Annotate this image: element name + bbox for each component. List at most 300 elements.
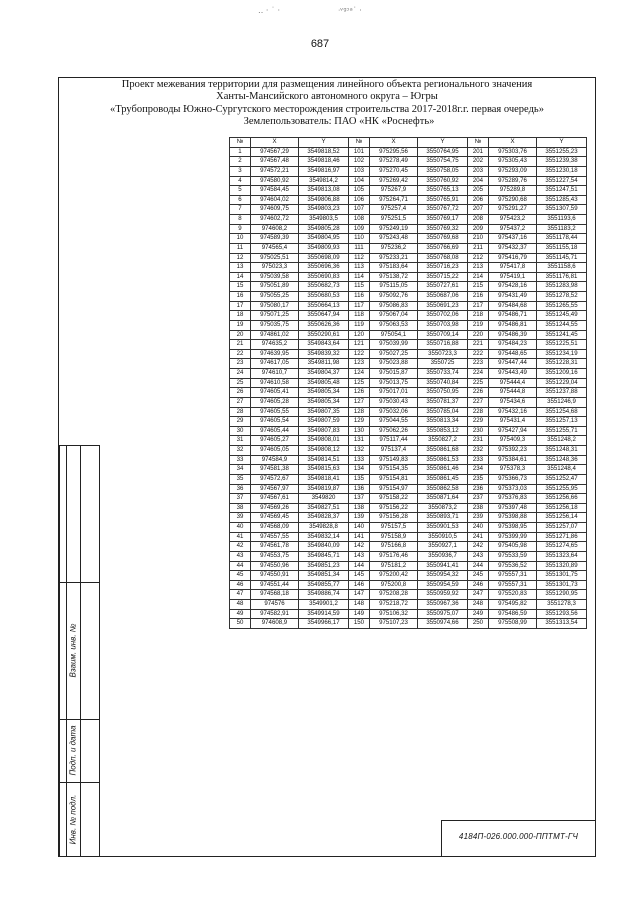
x-coordinate-cell: 975117,44 <box>370 436 418 446</box>
x-coordinate-cell: 975366,73 <box>489 474 537 484</box>
x-coordinate-cell: 975257,4 <box>370 205 418 215</box>
y-coordinate-cell: 3550767,72 <box>418 205 468 215</box>
y-coordinate-cell: 3551193,6 <box>537 215 587 225</box>
point-number-cell: 241 <box>468 532 489 542</box>
point-number-cell: 32 <box>230 446 251 456</box>
x-coordinate-cell: 974569,45 <box>251 513 299 523</box>
x-coordinate-cell: 975486,59 <box>489 609 537 619</box>
x-coordinate-cell: 974617,05 <box>251 359 299 369</box>
title-line-object: «Трубопроводы Южно-Сургутского месторождения строительства 2017-2018г.г. первая очередь» <box>110 103 544 115</box>
point-number-cell: 127 <box>349 397 370 407</box>
y-coordinate-cell: 3549832,14 <box>299 532 349 542</box>
x-coordinate-cell: 975013,75 <box>370 378 418 388</box>
table-row <box>230 320 587 330</box>
y-coordinate-cell: 3549840,09 <box>299 542 349 552</box>
y-coordinate-cell: 3551320,89 <box>537 561 587 571</box>
x-coordinate-cell: 975432,16 <box>489 407 537 417</box>
y-coordinate-cell: 3549816,97 <box>299 166 349 176</box>
x-coordinate-cell: 975431,49 <box>489 292 537 302</box>
point-number-cell: 108 <box>349 215 370 225</box>
x-coordinate-cell: 975392,23 <box>489 446 537 456</box>
side-stamp <box>58 445 100 856</box>
point-number-cell: 7 <box>230 205 251 215</box>
table-row <box>230 446 587 456</box>
point-number-cell: 229 <box>468 417 489 427</box>
y-coordinate-cell: 3549966,17 <box>299 619 349 629</box>
point-number-cell: 24 <box>230 369 251 379</box>
y-coordinate-cell: 3551248,36 <box>537 455 587 465</box>
y-coordinate-cell: 3549814,51 <box>299 455 349 465</box>
x-coordinate-cell: 975416,79 <box>489 253 537 263</box>
title-line-project: Проект межевания территории для размещения линейного объекта регионального значения <box>121 79 533 90</box>
x-coordinate-cell: 975035,75 <box>251 320 299 330</box>
y-coordinate-cell: 3549803,5 <box>299 215 349 225</box>
table-row <box>230 407 587 417</box>
y-coordinate-cell: 3550716,23 <box>418 263 468 273</box>
x-coordinate-cell: 975397,48 <box>489 503 537 513</box>
point-number-cell: 238 <box>468 503 489 513</box>
y-coordinate-cell: 3550827,2 <box>418 436 468 446</box>
x-coordinate-cell: 975176,46 <box>370 551 418 561</box>
table-row <box>230 263 587 273</box>
point-number-cell: 132 <box>349 446 370 456</box>
point-number-cell: 38 <box>230 503 251 513</box>
point-number-cell: 29 <box>230 417 251 427</box>
point-number-cell: 112 <box>349 253 370 263</box>
point-number-cell: 105 <box>349 186 370 196</box>
point-number-cell: 28 <box>230 407 251 417</box>
y-coordinate-cell: 3550927,1 <box>418 542 468 552</box>
y-coordinate-cell: 3549813,08 <box>299 186 349 196</box>
point-number-cell: 214 <box>468 272 489 282</box>
y-coordinate-cell: 3550941,41 <box>418 561 468 571</box>
x-coordinate-cell: 975305,43 <box>489 157 537 167</box>
point-number-cell: 104 <box>349 176 370 186</box>
point-number-cell: 146 <box>349 580 370 590</box>
x-coordinate-cell: 975156,22 <box>370 503 418 513</box>
point-number-cell: 120 <box>349 330 370 340</box>
point-number-cell: 221 <box>468 340 489 350</box>
x-coordinate-cell: 975270,45 <box>370 166 418 176</box>
x-coordinate-cell: 975092,76 <box>370 292 418 302</box>
table-row <box>230 397 587 407</box>
y-coordinate-cell: 3550703,98 <box>418 320 468 330</box>
point-number-cell: 116 <box>349 292 370 302</box>
point-number-cell: 213 <box>468 263 489 273</box>
point-number-cell: 131 <box>349 436 370 446</box>
point-number-cell: 223 <box>468 359 489 369</box>
table-row <box>230 330 587 340</box>
x-coordinate-cell: 975138,72 <box>370 272 418 282</box>
x-coordinate-cell: 975055,25 <box>251 292 299 302</box>
point-number-cell: 129 <box>349 417 370 427</box>
x-coordinate-cell: 974605,05 <box>251 446 299 456</box>
x-coordinate-cell: 975249,19 <box>370 224 418 234</box>
point-number-cell: 147 <box>349 590 370 600</box>
y-coordinate-cell: 3550861,46 <box>418 465 468 475</box>
x-coordinate-cell: 975520,83 <box>489 590 537 600</box>
point-number-cell: 6 <box>230 195 251 205</box>
y-coordinate-cell: 3549901,2 <box>299 600 349 610</box>
x-coordinate-cell: 975486,71 <box>489 311 537 321</box>
point-number-cell: 36 <box>230 484 251 494</box>
y-coordinate-cell: 3550893,71 <box>418 513 468 523</box>
y-coordinate-cell: 3549839,32 <box>299 349 349 359</box>
y-coordinate-cell: 3551252,47 <box>537 474 587 484</box>
y-coordinate-cell: 3550936,7 <box>418 551 468 561</box>
table-row <box>230 417 587 427</box>
x-coordinate-cell: 974572,21 <box>251 166 299 176</box>
point-number-cell: 240 <box>468 523 489 533</box>
table-row <box>230 378 587 388</box>
table-row <box>230 532 587 542</box>
point-number-cell: 102 <box>349 157 370 167</box>
y-coordinate-cell: 3551254,68 <box>537 407 587 417</box>
x-coordinate-cell: 975398,88 <box>489 513 537 523</box>
point-number-cell: 123 <box>349 359 370 369</box>
point-number-cell: 145 <box>349 571 370 581</box>
point-number-cell: 107 <box>349 205 370 215</box>
x-coordinate-cell: 975384,61 <box>489 455 537 465</box>
y-coordinate-cell: 3550750,95 <box>418 388 468 398</box>
point-number-cell: 220 <box>468 330 489 340</box>
x-coordinate-cell: 975295,56 <box>370 147 418 157</box>
point-number-cell: 228 <box>468 407 489 417</box>
point-number-cell: 124 <box>349 369 370 379</box>
point-number-cell: 35 <box>230 474 251 484</box>
x-coordinate-cell: 975437,2 <box>489 224 537 234</box>
table-row <box>230 215 587 225</box>
point-number-cell: 206 <box>468 195 489 205</box>
table-row <box>230 571 587 581</box>
x-coordinate-cell: 974584,9 <box>251 455 299 465</box>
point-number-cell: 237 <box>468 494 489 504</box>
x-coordinate-cell: 975289,8 <box>489 186 537 196</box>
point-number-cell: 9 <box>230 224 251 234</box>
x-coordinate-cell: 975533,59 <box>489 551 537 561</box>
y-coordinate-cell: 3550853,12 <box>418 426 468 436</box>
point-number-cell: 15 <box>230 282 251 292</box>
y-coordinate-cell: 3550698,09 <box>299 253 349 263</box>
point-number-cell: 111 <box>349 243 370 253</box>
y-coordinate-cell: 3551265,55 <box>537 301 587 311</box>
y-coordinate-cell: 3550785,04 <box>418 407 468 417</box>
y-coordinate-cell: 3549815,63 <box>299 465 349 475</box>
y-coordinate-cell: 3550740,84 <box>418 378 468 388</box>
point-number-cell: 222 <box>468 349 489 359</box>
x-coordinate-cell: 975278,49 <box>370 157 418 167</box>
y-coordinate-cell: 3549855,77 <box>299 580 349 590</box>
x-coordinate-cell: 974605,41 <box>251 388 299 398</box>
point-number-cell: 48 <box>230 600 251 610</box>
table-row <box>230 369 587 379</box>
point-number-cell: 19 <box>230 320 251 330</box>
y-coordinate-cell: 3550680,53 <box>299 292 349 302</box>
point-number-cell: 41 <box>230 532 251 542</box>
y-coordinate-cell: 3549808,01 <box>299 436 349 446</box>
x-coordinate-cell: 975154,81 <box>370 474 418 484</box>
point-number-cell: 101 <box>349 147 370 157</box>
x-coordinate-cell: 974567,61 <box>251 494 299 504</box>
y-coordinate-cell: 3549886,74 <box>299 590 349 600</box>
x-coordinate-cell: 974584,45 <box>251 186 299 196</box>
x-coordinate-cell: 975437,16 <box>489 234 537 244</box>
x-coordinate-cell: 975106,32 <box>370 609 418 619</box>
x-coordinate-cell: 974567,29 <box>251 147 299 157</box>
point-number-cell: 201 <box>468 147 489 157</box>
x-coordinate-cell: 975115,05 <box>370 282 418 292</box>
point-number-cell: 126 <box>349 388 370 398</box>
x-coordinate-cell: 975027,25 <box>370 349 418 359</box>
point-number-cell: 226 <box>468 388 489 398</box>
y-coordinate-cell: 3550647,94 <box>299 311 349 321</box>
point-number-cell: 4 <box>230 176 251 186</box>
x-coordinate-cell: 974589,39 <box>251 234 299 244</box>
table-row <box>230 388 587 398</box>
scan-artifact-mark: ᐧᵛᵍᵓᵃ˙ · <box>338 6 362 15</box>
point-number-cell: 21 <box>230 340 251 350</box>
point-number-cell: 134 <box>349 465 370 475</box>
point-number-cell: 122 <box>349 349 370 359</box>
y-coordinate-cell: 3549828,8 <box>299 523 349 533</box>
y-coordinate-cell: 3551248,4 <box>537 465 587 475</box>
point-number-cell: 30 <box>230 426 251 436</box>
y-coordinate-cell: 3550861,68 <box>418 446 468 456</box>
y-coordinate-cell: 3551229,04 <box>537 378 587 388</box>
y-coordinate-cell: 3550959,92 <box>418 590 468 600</box>
x-coordinate-cell: 975508,99 <box>489 619 537 629</box>
point-number-cell: 110 <box>349 234 370 244</box>
x-coordinate-cell: 975293,09 <box>489 166 537 176</box>
x-coordinate-cell: 975289,76 <box>489 176 537 186</box>
point-number-cell: 25 <box>230 378 251 388</box>
x-coordinate-cell: 975269,42 <box>370 176 418 186</box>
y-coordinate-cell: 3550781,37 <box>418 397 468 407</box>
point-number-cell: 209 <box>468 224 489 234</box>
y-coordinate-cell: 3550758,05 <box>418 166 468 176</box>
point-number-cell: 44 <box>230 561 251 571</box>
point-number-cell: 2 <box>230 157 251 167</box>
coordinates-table <box>229 137 587 629</box>
y-coordinate-cell: 3549808,12 <box>299 446 349 456</box>
x-coordinate-cell: 975063,53 <box>370 320 418 330</box>
table-row <box>230 484 587 494</box>
x-coordinate-cell: 974861,02 <box>251 330 299 340</box>
y-coordinate-cell: 3550910,5 <box>418 532 468 542</box>
point-number-cell: 216 <box>468 292 489 302</box>
y-coordinate-cell: 3549807,83 <box>299 426 349 436</box>
table-row <box>230 561 587 571</box>
y-coordinate-cell: 3550764,95 <box>418 147 468 157</box>
point-number-cell: 115 <box>349 282 370 292</box>
point-number-cell: 18 <box>230 311 251 321</box>
x-coordinate-cell: 975484,68 <box>489 301 537 311</box>
y-coordinate-cell: 3551248,2 <box>537 436 587 446</box>
x-coordinate-cell: 974610,7 <box>251 369 299 379</box>
title-line-region: Ханты-Мансийского автономного округа – Югры <box>216 91 438 103</box>
x-coordinate-cell: 975536,52 <box>489 561 537 571</box>
point-number-cell: 233 <box>468 455 489 465</box>
point-number-cell: 136 <box>349 484 370 494</box>
x-coordinate-cell: 975032,06 <box>370 407 418 417</box>
point-number-cell: 119 <box>349 320 370 330</box>
x-coordinate-cell: 975039,58 <box>251 272 299 282</box>
x-coordinate-cell: 975376,83 <box>489 494 537 504</box>
y-coordinate-cell: 3550967,36 <box>418 600 468 610</box>
x-coordinate-cell: 974605,28 <box>251 397 299 407</box>
y-coordinate-cell: 3550290,61 <box>299 330 349 340</box>
y-coordinate-cell: 3551209,16 <box>537 369 587 379</box>
y-coordinate-cell: 3551155,18 <box>537 243 587 253</box>
point-number-cell: 248 <box>468 600 489 610</box>
x-coordinate-cell: 975557,31 <box>489 571 537 581</box>
x-coordinate-cell: 974581,38 <box>251 465 299 475</box>
point-number-cell: 231 <box>468 436 489 446</box>
y-coordinate-cell: 3549819,87 <box>299 484 349 494</box>
x-coordinate-cell: 975495,82 <box>489 600 537 610</box>
x-coordinate-cell: 975149,83 <box>370 455 418 465</box>
point-number-cell: 142 <box>349 542 370 552</box>
point-number-cell: 27 <box>230 397 251 407</box>
x-coordinate-cell: 975054,1 <box>370 330 418 340</box>
point-number-cell: 135 <box>349 474 370 484</box>
point-number-cell: 130 <box>349 426 370 436</box>
x-coordinate-cell: 975044,55 <box>370 417 418 427</box>
x-coordinate-cell: 975015,87 <box>370 369 418 379</box>
y-coordinate-cell: 3551183,2 <box>537 224 587 234</box>
x-coordinate-cell: 975023,88 <box>370 359 418 369</box>
table-row <box>230 243 587 253</box>
y-coordinate-cell: 3549809,93 <box>299 243 349 253</box>
y-coordinate-cell: 3549828,37 <box>299 513 349 523</box>
point-number-cell: 139 <box>349 513 370 523</box>
point-number-cell: 114 <box>349 272 370 282</box>
table-row <box>230 234 587 244</box>
point-number-cell: 247 <box>468 590 489 600</box>
table-row <box>230 147 587 157</box>
x-coordinate-cell: 975071,25 <box>251 311 299 321</box>
point-number-cell: 125 <box>349 378 370 388</box>
scan-artifact-mark: ‥ · ˙ · <box>258 6 281 15</box>
point-number-cell: 242 <box>468 542 489 552</box>
y-coordinate-cell: 3551244,55 <box>537 320 587 330</box>
point-number-cell: 141 <box>349 532 370 542</box>
point-number-cell: 133 <box>349 455 370 465</box>
x-coordinate-cell: 975557,31 <box>489 580 537 590</box>
y-coordinate-cell: 3550765,13 <box>418 186 468 196</box>
table-row <box>230 253 587 263</box>
y-coordinate-cell: 3551290,95 <box>537 590 587 600</box>
x-coordinate-cell: 974550,96 <box>251 561 299 571</box>
x-coordinate-cell: 975251,5 <box>370 215 418 225</box>
x-coordinate-cell: 974639,95 <box>251 349 299 359</box>
point-number-cell: 208 <box>468 215 489 225</box>
y-coordinate-cell: 3550727,61 <box>418 282 468 292</box>
y-coordinate-cell: 3550871,64 <box>418 494 468 504</box>
y-coordinate-cell: 3550769,32 <box>418 224 468 234</box>
point-number-cell: 224 <box>468 369 489 379</box>
y-coordinate-cell: 3549818,46 <box>299 157 349 167</box>
y-coordinate-cell: 3551256,18 <box>537 503 587 513</box>
y-coordinate-cell: 3551255,95 <box>537 484 587 494</box>
x-coordinate-cell: 975243,48 <box>370 234 418 244</box>
x-coordinate-cell: 974568,09 <box>251 523 299 533</box>
y-coordinate-cell: 3551256,66 <box>537 494 587 504</box>
y-coordinate-cell: 3550690,83 <box>299 272 349 282</box>
y-coordinate-cell: 3549805,34 <box>299 388 349 398</box>
point-number-cell: 46 <box>230 580 251 590</box>
point-number-cell: 232 <box>468 446 489 456</box>
x-coordinate-cell: 975423,2 <box>489 215 537 225</box>
x-coordinate-cell: 974551,44 <box>251 580 299 590</box>
point-number-cell: 227 <box>468 397 489 407</box>
y-coordinate-cell: 3550626,36 <box>299 320 349 330</box>
x-coordinate-cell: 974557,55 <box>251 532 299 542</box>
y-coordinate-cell: 3550760,92 <box>418 176 468 186</box>
table-row <box>230 186 587 196</box>
y-coordinate-cell: 3549804,37 <box>299 369 349 379</box>
point-number-cell: 106 <box>349 195 370 205</box>
table-row <box>230 503 587 513</box>
table-row <box>230 590 587 600</box>
table-header-cell: X <box>251 138 299 148</box>
x-coordinate-cell: 975486,39 <box>489 330 537 340</box>
y-coordinate-cell: 3551158,6 <box>537 263 587 273</box>
table-header-cell: Y <box>537 138 587 148</box>
point-number-cell: 143 <box>349 551 370 561</box>
y-coordinate-cell: 3551239,38 <box>537 157 587 167</box>
y-coordinate-cell: 3549806,88 <box>299 195 349 205</box>
point-number-cell: 42 <box>230 542 251 552</box>
point-number-cell: 10 <box>230 234 251 244</box>
table-row <box>230 542 587 552</box>
y-coordinate-cell: 3551176,81 <box>537 272 587 282</box>
x-coordinate-cell: 975208,28 <box>370 590 418 600</box>
x-coordinate-cell: 974580,92 <box>251 176 299 186</box>
x-coordinate-cell: 975154,97 <box>370 484 418 494</box>
x-coordinate-cell: 975023,3 <box>251 263 299 273</box>
y-coordinate-cell: 3551248,31 <box>537 446 587 456</box>
point-number-cell: 243 <box>468 551 489 561</box>
x-coordinate-cell: 975417,8 <box>489 263 537 273</box>
x-coordinate-cell: 975447,44 <box>489 359 537 369</box>
table-header-cell: X <box>370 138 418 148</box>
x-coordinate-cell: 974604,02 <box>251 195 299 205</box>
x-coordinate-cell: 975419,1 <box>489 272 537 282</box>
point-number-cell: 205 <box>468 186 489 196</box>
table-row <box>230 272 587 282</box>
x-coordinate-cell: 974568,18 <box>251 590 299 600</box>
x-coordinate-cell: 974610,58 <box>251 378 299 388</box>
y-coordinate-cell: 3550716,88 <box>418 340 468 350</box>
point-number-cell: 121 <box>349 340 370 350</box>
x-coordinate-cell: 974550,91 <box>251 571 299 581</box>
point-number-cell: 234 <box>468 465 489 475</box>
x-coordinate-cell: 975443,49 <box>489 369 537 379</box>
y-coordinate-cell: 3550974,66 <box>418 619 468 629</box>
point-number-cell: 22 <box>230 349 251 359</box>
y-coordinate-cell: 3549820 <box>299 494 349 504</box>
x-coordinate-cell: 975378,3 <box>489 465 537 475</box>
y-coordinate-cell: 3549814,2 <box>299 176 349 186</box>
x-coordinate-cell: 974602,72 <box>251 215 299 225</box>
y-coordinate-cell: 3550975,07 <box>418 609 468 619</box>
y-coordinate-cell: 3551256,14 <box>537 513 587 523</box>
x-coordinate-cell: 975428,16 <box>489 282 537 292</box>
point-number-cell: 23 <box>230 359 251 369</box>
table-row <box>230 359 587 369</box>
x-coordinate-cell: 974605,44 <box>251 426 299 436</box>
